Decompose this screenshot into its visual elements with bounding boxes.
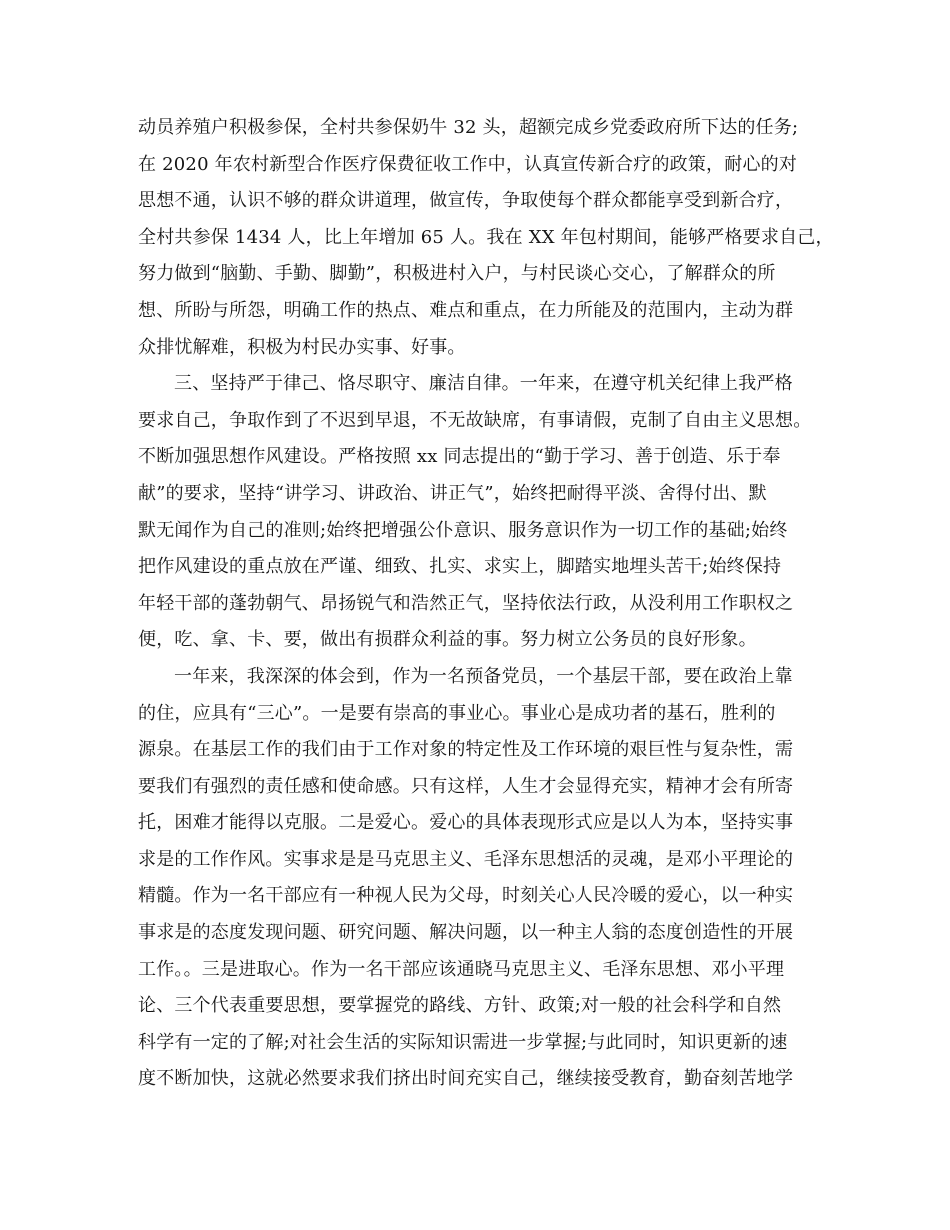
text-line-17: 的住，应具有“三心”。一是要有崇高的事业心。事业心是成功者的基石，胜利的 xyxy=(138,702,776,724)
text-line-24: 工作。。三是进取心。作为一名干部应该通晓马克思主义、毛泽东思想、邓小平理 xyxy=(138,958,785,980)
text-line-27: 度不断加快，这就必然要求我们挤出时间充实自己，继续接受教育，勤奋刻苦地学 xyxy=(138,1068,794,1090)
text-line-14: 年轻干部的蓬勃朝气、昂扬锐气和浩然正气，坚持依法行政，从没利用工作职权之 xyxy=(138,592,794,614)
text-line-1: 动员养殖户积极参保，全村共参保奶牛 32 头，超额完成乡党委政府所下达的任务; xyxy=(138,117,799,138)
text-line-2: 在 2020 年农村新型合作医疗保费征收工作中，认真宣传新合疗的政策，耐心的对 xyxy=(138,153,798,175)
paragraph-3-start: 三、坚持严于律己、恪尽职守、廉洁自律。一年来，在遵守机关纪律上我严格 xyxy=(174,373,793,395)
paragraph-4-start: 一年来，我深深的体会到，作为一名预备党员，一个基层干部，要在政治上靠 xyxy=(174,665,793,687)
text-line-22: 精髓。作为一名干部应有一种视人民为父母，时刻关心人民冷暖的爱心，以一种实 xyxy=(138,885,794,907)
text-line-10: 不断加强思想作风建设。严格按照 xx 同志提出的“勤于学习、善于创造、乐于奉 xyxy=(138,446,781,468)
text-line-4: 全村共参保 1434 人，比上年增加 65 人。我在 XX 年包村期间，能够严格要求自己， xyxy=(138,226,834,248)
text-line-19: 要我们有强烈的责任感和使命感。只有这样，人生才会显得充实，精神才会有所寄 xyxy=(138,775,794,797)
text-line-26: 科学有一定的了解;对社会生活的实际知识需进一步掌握;与此同时，知识更新的速 xyxy=(138,1031,788,1053)
text-line-12: 默无闻作为自己的准则;始终把增强公仆意识、服务意识作为一切工作的基础;始终 xyxy=(138,519,788,541)
text-line-9: 要求自己，争取作到了不迟到早退，不无故缺席，有事请假，克制了自由主义思想。 xyxy=(138,409,812,431)
document-body xyxy=(138,110,834,1098)
text-line-11: 献”的要求，坚持“讲学习、讲政治、讲正气”，始终把耐得平淡、舍得付出、默 xyxy=(138,482,767,504)
text-line-18: 源泉。在基层工作的我们由于工作对象的特定性及工作环境的艰巨性与复杂性，需 xyxy=(138,739,794,761)
text-line-7: 众排忧解难，积极为村民办实事、好事。 xyxy=(138,336,466,358)
text-line-5: 努力做到“脑勤、手勤、脚勤”，积极进村入户，与村民谈心交心，了解群众的所 xyxy=(138,263,776,285)
text-line-25: 论、三个代表重要思想，要掌握党的路线、方针、政策;对一般的社会科学和自然 xyxy=(138,995,782,1017)
text-line-15: 便，吃、拿、卡、要，做出有损群众利益的事。努力树立公务员的良好形象。 xyxy=(138,629,757,651)
text-line-20: 托，困难才能得以克服。二是爱心。爱心的具体表现形式应是以人为本，坚持实事 xyxy=(138,812,794,834)
text-line-6: 想、所盼与所怨，明确工作的热点、难点和重点，在力所能及的范围内，主动为群 xyxy=(138,299,794,321)
text-line-13: 把作风建设的重点放在严谨、细致、扎实、求实上，脚踏实地埋头苦干;始终保持 xyxy=(138,556,782,578)
text-line-21: 求是的工作作风。实事求是是马克思主义、毛泽东思想活的灵魂，是邓小平理论的 xyxy=(138,848,794,870)
text-line-23: 事求是的态度发现问题、研究问题、解决问题，以一种主人翁的态度创造性的开展 xyxy=(138,922,794,944)
text-line-3: 思想不通，认识不够的群众讲道理，做宣传，争取使每个群众都能享受到新合疗， xyxy=(138,190,794,212)
